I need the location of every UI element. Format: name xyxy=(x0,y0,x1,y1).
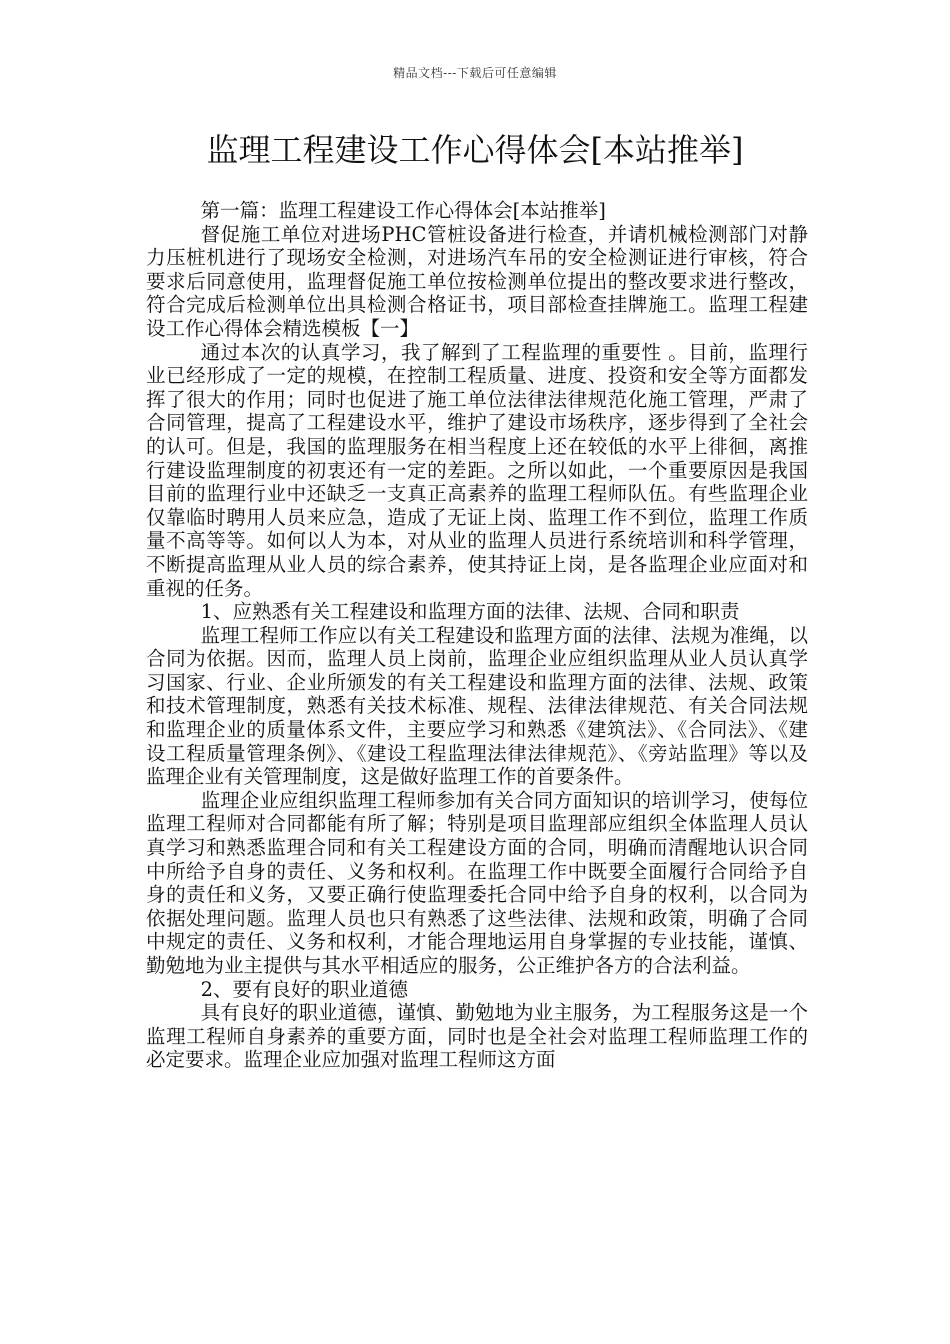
paragraph: 督促施工单位对进场PHC管桩设备进行检查，并请机械检测部门对静力压桩机进行了现场安全检测，对进场汽车吊的安全检测证进行审核，符合要求后同意使用，监理督促施工单位按检测单位提出的整改要求进行整改，符合完成后检测单位出具检测合格证书，项目部检查挂牌施工。监理工程建设工作心得体会精选模板【一】 xyxy=(146,222,808,340)
paragraph: 通过本次的认真学习，我了解到了工程监理的重要性 。目前，监理行业已经形成了一定的规模，在控制工程质量、进度、投资和安全等方面都发挥了很大的作用；同时也促进了施工单位法律法律规范化施工管理，严肃了合同管理，提高了工程建设水平，维护了建设市场秩序，逐步得到了全社会的认可。但是，我国的监理服务在相当程度上还在较低的水平上徘徊，离推行建设监理制度的初衷还有一定的差距。之所以如此，一个重要原因是我国目前的监理行业中还缺乏一支真正高素养的监理工程师队伍。有些监理企业仅靠临时聘用人员来应急，造成了无证上岗、监理工作不到位，监理工作质量不高等等。如何以人为本，对从业的监理人员进行系统培训和科学管理，不断提高监理从业人员的综合素养，使其持证上岗，是各监理企业应面对和重视的任务。 xyxy=(146,340,808,600)
document-title: 监理工程建设工作心得体会[本站推举] xyxy=(206,131,744,169)
paragraph: 监理工程师工作应以有关工程建设和监理方面的法律、法规为准绳，以合同为依据。因而，监理人员上岗前，监理企业应组织监理从业人员认真学习国家、行业、企业所颁发的有关工程建设和监理方面的法律、法规、政策和技术管理制度，熟悉有关技术标准、规程、法律法律规范、有关合同法规和监理企业的质量体系文件，主要应学习和熟悉《建筑法》、《合同法》、《建设工程质量管理条例》、《建设工程监理法律法律规范》、《旁站监理》等以及监理企业有关管理制度，这是做好监理工作的首要条件。 xyxy=(146,623,808,789)
paragraph: 监理企业应组织监理工程师参加有关合同方面知识的培训学习，使每位监理工程师对合同都能有所了解；特别是项目监理部应组织全体监理人员认真学习和熟悉监理合同和有关工程建设方面的合同，明确而清醒地认识合同中所给予自身的责任、义务和权利。在监理工作中既要全面履行合同给予自身的责任和义务，又要正确行使监理委托合同中给予自身的权利，以合同为依据处理问题。监理人员也只有熟悉了这些法律、法规和政策，明确了合同中规定的责任、义务和权利，才能合理地运用自身掌握的专业技能，谨慎、勤勉地为业主提供与其水平相适应的服务，公正维护各方的合法利益。 xyxy=(146,788,808,977)
paragraph: 具有良好的职业道德，谨慎、勤勉地为业主服务，为工程服务这是一个监理工程师自身素养的重要方面，同时也是全社会对监理工程师监理工作的必定要求。监理企业应加强对监理工程师这方面 xyxy=(146,1001,808,1072)
document-body xyxy=(146,199,808,1072)
section-heading: 2、要有良好的职业道德 xyxy=(200,977,409,1001)
section-heading: 第一篇：监理工程建设工作心得体会[本站推举] xyxy=(200,199,606,222)
header-note: 精品文档---下载后可任意编辑 xyxy=(393,66,557,80)
section-heading: 1、应熟悉有关工程建设和监理方面的法律、法规、合同和职责 xyxy=(200,600,740,624)
